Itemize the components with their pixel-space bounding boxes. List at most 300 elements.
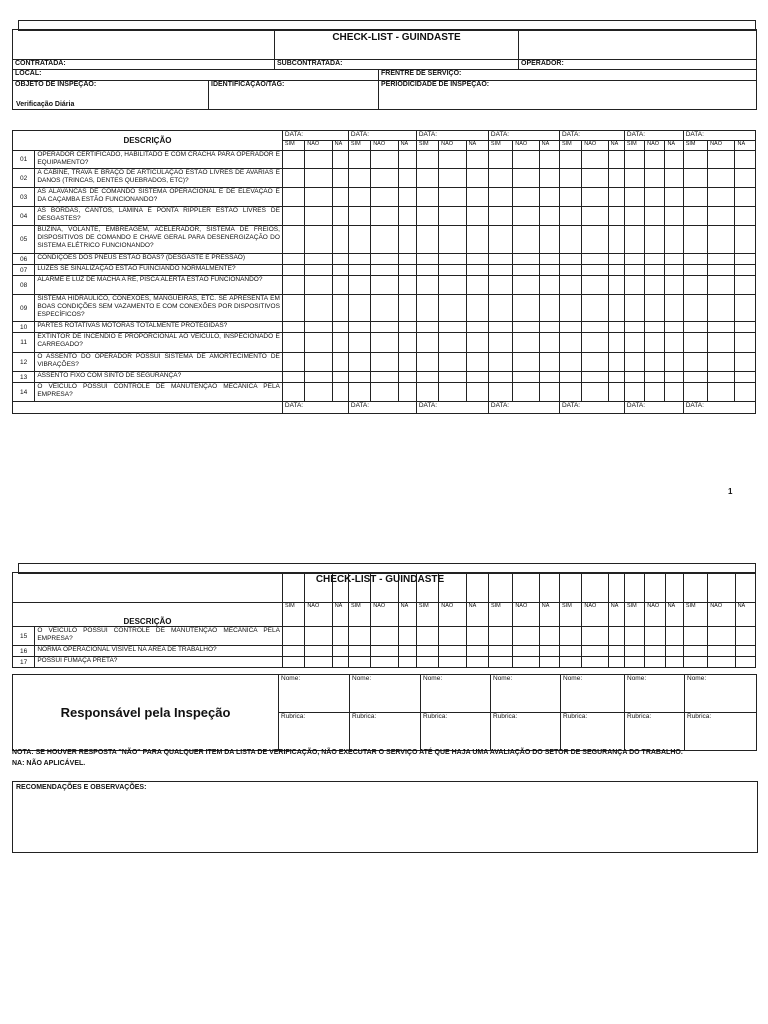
- answer-cell[interactable]: [735, 226, 756, 254]
- answer-cell[interactable]: [348, 295, 370, 322]
- nome-field[interactable]: Nome:: [625, 675, 685, 713]
- data-footer[interactable]: DATA:: [282, 402, 348, 414]
- answer-cell[interactable]: [559, 265, 581, 276]
- answer-cell[interactable]: [608, 333, 624, 353]
- answer-cell[interactable]: [645, 151, 665, 169]
- answer-cell[interactable]: [539, 383, 559, 402]
- objeto-inspecao-field[interactable]: [13, 81, 209, 110]
- answer-cell[interactable]: [582, 169, 608, 188]
- rubrica-field[interactable]: Rubrica:: [421, 713, 491, 751]
- data-cell[interactable]: [539, 573, 559, 603]
- answer-cell[interactable]: [371, 353, 398, 372]
- answer-cell[interactable]: [416, 169, 438, 188]
- answer-cell[interactable]: [645, 226, 665, 254]
- subcontratada-field[interactable]: SUBCONTRATADA:: [275, 60, 519, 70]
- answer-cell[interactable]: [645, 207, 665, 226]
- answer-cell[interactable]: [735, 265, 756, 276]
- answer-cell[interactable]: [488, 383, 512, 402]
- answer-cell[interactable]: [624, 207, 644, 226]
- answer-cell[interactable]: [466, 265, 488, 276]
- answer-cell[interactable]: [624, 151, 644, 169]
- answer-cell[interactable]: [332, 265, 348, 276]
- data-footer[interactable]: DATA:: [348, 402, 416, 414]
- answer-cell[interactable]: [416, 276, 438, 295]
- answer-cell[interactable]: [439, 226, 466, 254]
- answer-cell[interactable]: [559, 353, 581, 372]
- recomendacoes-box[interactable]: [12, 781, 758, 853]
- answer-cell[interactable]: [582, 627, 608, 646]
- answer-cell[interactable]: [645, 657, 665, 668]
- answer-cell[interactable]: [708, 646, 735, 657]
- answer-cell[interactable]: [348, 265, 370, 276]
- answer-cell[interactable]: [398, 646, 416, 657]
- data-footer[interactable]: DATA:: [488, 402, 559, 414]
- answer-cell[interactable]: [466, 627, 488, 646]
- answer-cell[interactable]: [708, 276, 735, 295]
- answer-cell[interactable]: [735, 322, 756, 333]
- answer-cell[interactable]: [539, 295, 559, 322]
- answer-cell[interactable]: [513, 322, 539, 333]
- answer-cell[interactable]: [305, 295, 332, 322]
- answer-cell[interactable]: [608, 646, 624, 657]
- answer-cell[interactable]: [624, 372, 644, 383]
- answer-cell[interactable]: [539, 151, 559, 169]
- nome-field[interactable]: Nome:: [421, 675, 491, 713]
- answer-cell[interactable]: [645, 265, 665, 276]
- answer-cell[interactable]: [488, 646, 512, 657]
- answer-cell[interactable]: [735, 151, 756, 169]
- answer-cell[interactable]: [439, 254, 466, 265]
- answer-cell[interactable]: [305, 383, 332, 402]
- answer-cell[interactable]: [559, 333, 581, 353]
- answer-cell[interactable]: [683, 383, 707, 402]
- answer-cell[interactable]: [439, 372, 466, 383]
- answer-cell[interactable]: [466, 646, 488, 657]
- answer-cell[interactable]: [513, 169, 539, 188]
- answer-cell[interactable]: [439, 295, 466, 322]
- answer-cell[interactable]: [488, 657, 512, 668]
- answer-cell[interactable]: [332, 627, 348, 646]
- answer-cell[interactable]: [582, 372, 608, 383]
- data-footer[interactable]: DATA:: [624, 402, 683, 414]
- answer-cell[interactable]: [624, 169, 644, 188]
- answer-cell[interactable]: [513, 188, 539, 207]
- answer-cell[interactable]: [371, 254, 398, 265]
- answer-cell[interactable]: [513, 646, 539, 657]
- answer-cell[interactable]: [665, 188, 683, 207]
- answer-cell[interactable]: [398, 383, 416, 402]
- answer-cell[interactable]: [735, 169, 756, 188]
- answer-cell[interactable]: [683, 333, 707, 353]
- answer-cell[interactable]: [608, 657, 624, 668]
- identificacao-tag-field[interactable]: IDENTIFICAÇÃO/TAG:: [209, 81, 379, 110]
- answer-cell[interactable]: [608, 276, 624, 295]
- nome-field[interactable]: Nome:: [350, 675, 421, 713]
- answer-cell[interactable]: [348, 151, 370, 169]
- answer-cell[interactable]: [683, 207, 707, 226]
- answer-cell[interactable]: [371, 372, 398, 383]
- data-cell[interactable]: [582, 573, 608, 603]
- answer-cell[interactable]: [439, 188, 466, 207]
- answer-cell[interactable]: [683, 254, 707, 265]
- answer-cell[interactable]: [624, 295, 644, 322]
- answer-cell[interactable]: [539, 226, 559, 254]
- answer-cell[interactable]: [539, 333, 559, 353]
- answer-cell[interactable]: [416, 383, 438, 402]
- answer-cell[interactable]: [708, 169, 735, 188]
- nome-field[interactable]: Nome:: [685, 675, 757, 713]
- answer-cell[interactable]: [539, 657, 559, 668]
- answer-cell[interactable]: [305, 188, 332, 207]
- answer-cell[interactable]: [560, 646, 582, 657]
- answer-cell[interactable]: [513, 276, 539, 295]
- answer-cell[interactable]: [371, 276, 398, 295]
- answer-cell[interactable]: [708, 353, 735, 372]
- answer-cell[interactable]: [305, 646, 332, 657]
- answer-cell[interactable]: [539, 254, 559, 265]
- answer-cell[interactable]: [416, 151, 438, 169]
- answer-cell[interactable]: [282, 169, 304, 188]
- answer-cell[interactable]: [582, 322, 608, 333]
- answer-cell[interactable]: [439, 353, 466, 372]
- answer-cell[interactable]: [488, 333, 512, 353]
- answer-cell[interactable]: [735, 646, 755, 657]
- answer-cell[interactable]: [735, 627, 755, 646]
- answer-cell[interactable]: [559, 188, 581, 207]
- answer-cell[interactable]: [735, 188, 756, 207]
- answer-cell[interactable]: [559, 383, 581, 402]
- answer-cell[interactable]: [416, 322, 438, 333]
- answer-cell[interactable]: [683, 322, 707, 333]
- answer-cell[interactable]: [398, 151, 416, 169]
- answer-cell[interactable]: [539, 188, 559, 207]
- answer-cell[interactable]: [735, 295, 756, 322]
- data-header[interactable]: DATA:: [624, 131, 683, 141]
- answer-cell[interactable]: [282, 333, 304, 353]
- answer-cell[interactable]: [665, 295, 683, 322]
- answer-cell[interactable]: [708, 333, 735, 353]
- answer-cell[interactable]: [645, 353, 665, 372]
- answer-cell[interactable]: [513, 657, 539, 668]
- answer-cell[interactable]: [665, 276, 683, 295]
- answer-cell[interactable]: [439, 627, 466, 646]
- answer-cell[interactable]: [708, 265, 735, 276]
- answer-cell[interactable]: [371, 657, 398, 668]
- answer-cell[interactable]: [439, 383, 466, 402]
- answer-cell[interactable]: [305, 353, 332, 372]
- answer-cell[interactable]: [332, 188, 348, 207]
- answer-cell[interactable]: [539, 265, 559, 276]
- answer-cell[interactable]: [439, 207, 466, 226]
- answer-cell[interactable]: [332, 646, 348, 657]
- answer-cell[interactable]: [645, 333, 665, 353]
- answer-cell[interactable]: [416, 265, 438, 276]
- answer-cell[interactable]: [645, 646, 665, 657]
- answer-cell[interactable]: [488, 372, 512, 383]
- data-cell[interactable]: [624, 573, 644, 603]
- answer-cell[interactable]: [371, 188, 398, 207]
- answer-cell[interactable]: [488, 265, 512, 276]
- answer-cell[interactable]: [513, 151, 539, 169]
- answer-cell[interactable]: [371, 265, 398, 276]
- answer-cell[interactable]: [624, 188, 644, 207]
- answer-cell[interactable]: [371, 295, 398, 322]
- answer-cell[interactable]: [539, 372, 559, 383]
- answer-cell[interactable]: [624, 333, 644, 353]
- answer-cell[interactable]: [608, 226, 624, 254]
- answer-cell[interactable]: [488, 169, 512, 188]
- answer-cell[interactable]: [488, 254, 512, 265]
- nome-field[interactable]: Nome:: [561, 675, 625, 713]
- answer-cell[interactable]: [683, 226, 707, 254]
- answer-cell[interactable]: [282, 151, 304, 169]
- answer-cell[interactable]: [332, 372, 348, 383]
- answer-cell[interactable]: [466, 353, 488, 372]
- data-header[interactable]: DATA:: [348, 131, 416, 141]
- answer-cell[interactable]: [416, 207, 438, 226]
- answer-cell[interactable]: [282, 353, 304, 372]
- answer-cell[interactable]: [332, 657, 348, 668]
- answer-cell[interactable]: [416, 333, 438, 353]
- answer-cell[interactable]: [708, 372, 735, 383]
- answer-cell[interactable]: [539, 169, 559, 188]
- answer-cell[interactable]: [665, 372, 683, 383]
- answer-cell[interactable]: [608, 372, 624, 383]
- answer-cell[interactable]: [608, 295, 624, 322]
- answer-cell[interactable]: [608, 353, 624, 372]
- answer-cell[interactable]: [282, 254, 304, 265]
- answer-cell[interactable]: [582, 333, 608, 353]
- answer-cell[interactable]: [305, 276, 332, 295]
- data-cell[interactable]: [466, 573, 488, 603]
- answer-cell[interactable]: [466, 657, 488, 668]
- answer-cell[interactable]: [645, 383, 665, 402]
- local-field[interactable]: LOCAL:: [13, 70, 379, 81]
- answer-cell[interactable]: [559, 151, 581, 169]
- answer-cell[interactable]: [539, 276, 559, 295]
- answer-cell[interactable]: [348, 646, 370, 657]
- data-cell[interactable]: [513, 573, 539, 603]
- answer-cell[interactable]: [466, 383, 488, 402]
- answer-cell[interactable]: [582, 353, 608, 372]
- answer-cell[interactable]: [582, 295, 608, 322]
- data-footer[interactable]: DATA:: [683, 402, 755, 414]
- answer-cell[interactable]: [735, 657, 755, 668]
- answer-cell[interactable]: [371, 646, 398, 657]
- answer-cell[interactable]: [398, 295, 416, 322]
- answer-cell[interactable]: [624, 353, 644, 372]
- answer-cell[interactable]: [683, 372, 707, 383]
- answer-cell[interactable]: [582, 265, 608, 276]
- answer-cell[interactable]: [645, 295, 665, 322]
- answer-cell[interactable]: [582, 657, 608, 668]
- answer-cell[interactable]: [439, 657, 466, 668]
- answer-cell[interactable]: [398, 276, 416, 295]
- answer-cell[interactable]: [416, 627, 438, 646]
- answer-cell[interactable]: [624, 646, 644, 657]
- answer-cell[interactable]: [582, 207, 608, 226]
- answer-cell[interactable]: [348, 657, 370, 668]
- answer-cell[interactable]: [559, 254, 581, 265]
- answer-cell[interactable]: [708, 254, 735, 265]
- answer-cell[interactable]: [305, 169, 332, 188]
- answer-cell[interactable]: [398, 372, 416, 383]
- answer-cell[interactable]: [582, 254, 608, 265]
- answer-cell[interactable]: [683, 151, 707, 169]
- answer-cell[interactable]: [735, 207, 756, 226]
- answer-cell[interactable]: [513, 207, 539, 226]
- answer-cell[interactable]: [416, 353, 438, 372]
- answer-cell[interactable]: [305, 226, 332, 254]
- data-cell[interactable]: [683, 573, 707, 603]
- answer-cell[interactable]: [608, 169, 624, 188]
- answer-cell[interactable]: [466, 254, 488, 265]
- rubrica-field[interactable]: Rubrica:: [491, 713, 561, 751]
- answer-cell[interactable]: [645, 372, 665, 383]
- answer-cell[interactable]: [305, 333, 332, 353]
- answer-cell[interactable]: [332, 276, 348, 295]
- answer-cell[interactable]: [348, 322, 370, 333]
- answer-cell[interactable]: [665, 627, 683, 646]
- answer-cell[interactable]: [371, 383, 398, 402]
- answer-cell[interactable]: [539, 646, 559, 657]
- answer-cell[interactable]: [665, 657, 683, 668]
- answer-cell[interactable]: [513, 383, 539, 402]
- answer-cell[interactable]: [683, 265, 707, 276]
- answer-cell[interactable]: [332, 169, 348, 188]
- answer-cell[interactable]: [683, 353, 707, 372]
- answer-cell[interactable]: [513, 254, 539, 265]
- answer-cell[interactable]: [332, 383, 348, 402]
- answer-cell[interactable]: [683, 657, 707, 668]
- answer-cell[interactable]: [466, 226, 488, 254]
- data-footer[interactable]: DATA:: [559, 402, 624, 414]
- answer-cell[interactable]: [708, 295, 735, 322]
- answer-cell[interactable]: [582, 226, 608, 254]
- answer-cell[interactable]: [332, 151, 348, 169]
- answer-cell[interactable]: [466, 151, 488, 169]
- data-header[interactable]: DATA:: [559, 131, 624, 141]
- answer-cell[interactable]: [513, 353, 539, 372]
- answer-cell[interactable]: [645, 254, 665, 265]
- answer-cell[interactable]: [305, 207, 332, 226]
- answer-cell[interactable]: [282, 265, 304, 276]
- answer-cell[interactable]: [539, 322, 559, 333]
- answer-cell[interactable]: [559, 322, 581, 333]
- answer-cell[interactable]: [645, 169, 665, 188]
- answer-cell[interactable]: [608, 322, 624, 333]
- operador-field[interactable]: OPERADOR:: [519, 60, 757, 70]
- answer-cell[interactable]: [416, 226, 438, 254]
- answer-cell[interactable]: [645, 276, 665, 295]
- answer-cell[interactable]: [582, 151, 608, 169]
- data-cell[interactable]: [665, 573, 683, 603]
- answer-cell[interactable]: [398, 226, 416, 254]
- answer-cell[interactable]: [282, 383, 304, 402]
- answer-cell[interactable]: [439, 646, 466, 657]
- answer-cell[interactable]: [282, 188, 304, 207]
- answer-cell[interactable]: [466, 372, 488, 383]
- answer-cell[interactable]: [488, 188, 512, 207]
- answer-cell[interactable]: [608, 207, 624, 226]
- answer-cell[interactable]: [708, 151, 735, 169]
- answer-cell[interactable]: [398, 627, 416, 646]
- answer-cell[interactable]: [371, 169, 398, 188]
- answer-cell[interactable]: [416, 657, 438, 668]
- answer-cell[interactable]: [539, 627, 559, 646]
- answer-cell[interactable]: [282, 276, 304, 295]
- answer-cell[interactable]: [665, 151, 683, 169]
- answer-cell[interactable]: [371, 226, 398, 254]
- answer-cell[interactable]: [624, 226, 644, 254]
- answer-cell[interactable]: [348, 276, 370, 295]
- answer-cell[interactable]: [683, 169, 707, 188]
- answer-cell[interactable]: [305, 627, 332, 646]
- answer-cell[interactable]: [665, 169, 683, 188]
- answer-cell[interactable]: [466, 322, 488, 333]
- answer-cell[interactable]: [708, 207, 735, 226]
- answer-cell[interactable]: [488, 226, 512, 254]
- answer-cell[interactable]: [708, 188, 735, 207]
- answer-cell[interactable]: [416, 254, 438, 265]
- answer-cell[interactable]: [416, 295, 438, 322]
- answer-cell[interactable]: [332, 254, 348, 265]
- answer-cell[interactable]: [332, 226, 348, 254]
- answer-cell[interactable]: [608, 151, 624, 169]
- answer-cell[interactable]: [624, 657, 644, 668]
- periodicidade-field[interactable]: PERIODICIDADE DE INSPEÇÃO:: [379, 81, 757, 110]
- answer-cell[interactable]: [466, 188, 488, 207]
- data-header[interactable]: DATA:: [416, 131, 488, 141]
- answer-cell[interactable]: [371, 333, 398, 353]
- answer-cell[interactable]: [559, 207, 581, 226]
- data-header[interactable]: DATA:: [282, 131, 348, 141]
- answer-cell[interactable]: [348, 188, 370, 207]
- rubrica-field[interactable]: Rubrica:: [279, 713, 350, 751]
- answer-cell[interactable]: [539, 353, 559, 372]
- answer-cell[interactable]: [582, 646, 608, 657]
- answer-cell[interactable]: [708, 657, 735, 668]
- answer-cell[interactable]: [348, 383, 370, 402]
- answer-cell[interactable]: [398, 333, 416, 353]
- answer-cell[interactable]: [665, 383, 683, 402]
- answer-cell[interactable]: [488, 151, 512, 169]
- answer-cell[interactable]: [665, 353, 683, 372]
- answer-cell[interactable]: [645, 627, 665, 646]
- answer-cell[interactable]: [398, 322, 416, 333]
- answer-cell[interactable]: [683, 295, 707, 322]
- answer-cell[interactable]: [645, 322, 665, 333]
- answer-cell[interactable]: [398, 657, 416, 668]
- answer-cell[interactable]: [735, 333, 756, 353]
- answer-cell[interactable]: [683, 627, 707, 646]
- answer-cell[interactable]: [560, 627, 582, 646]
- answer-cell[interactable]: [624, 254, 644, 265]
- answer-cell[interactable]: [645, 188, 665, 207]
- answer-cell[interactable]: [398, 265, 416, 276]
- answer-cell[interactable]: [466, 169, 488, 188]
- data-cell[interactable]: [608, 573, 624, 603]
- answer-cell[interactable]: [332, 207, 348, 226]
- frente-servico-field[interactable]: FRENTRE DE SERVIÇO:: [379, 70, 757, 81]
- answer-cell[interactable]: [513, 295, 539, 322]
- answer-cell[interactable]: [683, 188, 707, 207]
- data-header[interactable]: DATA:: [683, 131, 755, 141]
- answer-cell[interactable]: [683, 646, 707, 657]
- answer-cell[interactable]: [735, 372, 756, 383]
- answer-cell[interactable]: [305, 372, 332, 383]
- answer-cell[interactable]: [559, 169, 581, 188]
